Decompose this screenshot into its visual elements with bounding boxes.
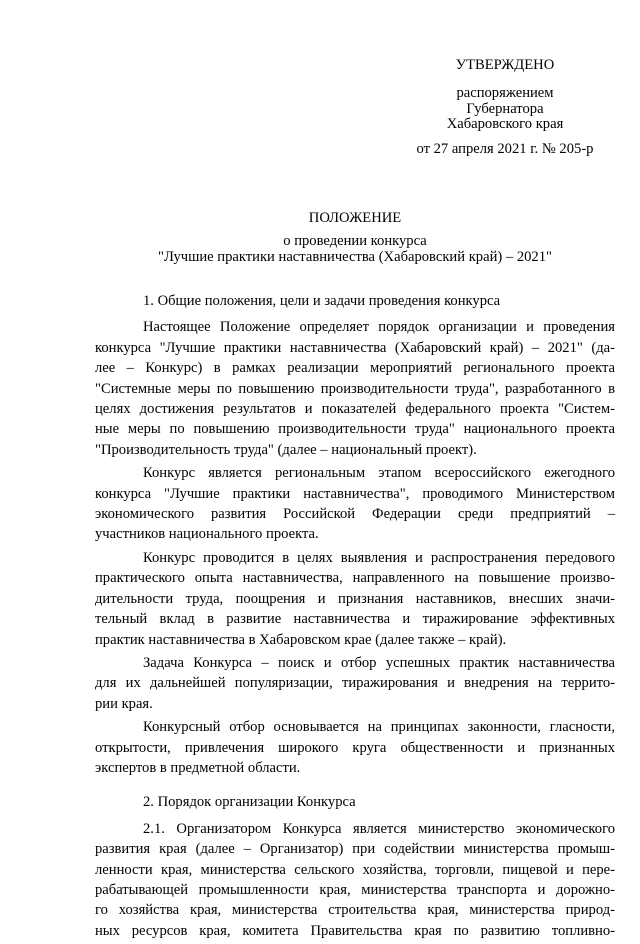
paragraph bbox=[95, 717, 615, 778]
paragraph-line: экономического развития Российской Федерации среди предприятий – bbox=[95, 506, 615, 523]
paragraph-line: открытости, привлечения широкого круга общественности и признанных bbox=[95, 739, 615, 756]
paragraph-line: практического опыта наставничества, направленного на повышение произво- bbox=[95, 570, 615, 587]
paragraph bbox=[95, 463, 615, 545]
paragraph-line: для их дальнейшей популяризации, тиражирования и внедрения на террито- bbox=[95, 675, 615, 692]
section-2-paragraphs bbox=[95, 819, 615, 941]
section-1-paragraphs bbox=[95, 317, 615, 778]
approval-stamp bbox=[400, 58, 610, 158]
paragraph bbox=[95, 548, 615, 650]
paragraph-line: Конкурсный отбор основывается на принципах законности, гласности, bbox=[143, 719, 615, 736]
approval-line-1: распоряжением bbox=[456, 85, 554, 102]
approval-heading: УТВЕРЖДЕНО bbox=[455, 57, 555, 73]
document-title: ПОЛОЖЕНИЕ bbox=[308, 210, 402, 226]
approval-line-2: Губернатора bbox=[466, 100, 544, 117]
document-title-block bbox=[95, 211, 615, 265]
document-subtitle-2: "Лучшие практики наставничества (Хабаровский край) – 2021" bbox=[158, 248, 552, 265]
paragraph-line: конкурса "Лучшие практики наставничества (Хабаровский край) – 2021" (да- bbox=[95, 339, 615, 356]
paragraph bbox=[95, 819, 615, 941]
document-body bbox=[95, 291, 615, 944]
paragraph-line: экспертов в предметной области. bbox=[95, 759, 301, 776]
paragraph-line: рии края. bbox=[95, 695, 153, 712]
approval-line-3: Хабаровского края bbox=[446, 115, 564, 132]
paragraph-line: конкурса "Лучшие практики наставничества", проводимого Министерством bbox=[95, 485, 615, 502]
paragraph-line: практик наставничества в Хабаровском крае (далее также – край). bbox=[95, 631, 507, 648]
document-subtitle-1: о проведении конкурса bbox=[283, 233, 427, 250]
paragraph-line: участников национального проекта. bbox=[95, 526, 319, 543]
paragraph-line: тельный вклад в развитие наставничества и тиражирование эффективных bbox=[95, 611, 615, 628]
section-2-heading: 2. Порядок организации Конкурса bbox=[143, 794, 356, 811]
paragraph-line: "Производительность труда" (далее – национальный проект). bbox=[95, 441, 477, 458]
paragraph-line: го хозяйства края, министерства строительства края, министерства природ- bbox=[95, 902, 615, 919]
paragraph-line: лее – Конкурс) в рамках реализации мероприятий регионального проекта bbox=[95, 360, 615, 377]
paragraph-line: Задача Конкурса – поиск и отбор успешных практик наставничества bbox=[143, 654, 615, 671]
paragraph-line: ные меры по повышению производительности труда" национального проекта bbox=[95, 421, 615, 438]
paragraph-line: целях достижения результатов и показателей федерального проекта "Систем- bbox=[95, 401, 615, 418]
section-1-heading: 1. Общие положения, цели и задачи проведения конкурса bbox=[143, 293, 501, 309]
paragraph-line: Конкурс является региональным этапом всероссийского ежегодного bbox=[143, 465, 615, 482]
paragraph-line: развития края (далее – Организатор) при содействии министерства промыш- bbox=[95, 841, 615, 858]
paragraph-line: рабатывающей промышленности края, министерства транспорта и дорожно- bbox=[95, 881, 615, 898]
paragraph-line: Настоящее Положение определяет порядок организации и проведения bbox=[143, 319, 615, 336]
paragraph bbox=[95, 653, 615, 714]
paragraph-line: дительности труда, поощрения и признания наставников, внесших значи- bbox=[95, 590, 615, 607]
paragraph-line: Конкурс проводится в целях выявления и распространения передового bbox=[143, 549, 615, 566]
paragraph-line: ленности края, министерства сельского хозяйства, торговли, пищевой и пере- bbox=[95, 861, 615, 878]
approval-date: от 27 апреля 2021 г. № 205-р bbox=[416, 141, 594, 158]
paragraph-line: 2.1. Организатором Конкурса является министерство экономического bbox=[143, 820, 615, 837]
paragraph-line: ных ресурсов края, комитета Правительства края по развитию топливно- bbox=[95, 922, 615, 939]
paragraph-line: "Системные меры по повышению производительности труда", разработанного в bbox=[95, 380, 615, 397]
paragraph bbox=[95, 317, 615, 460]
